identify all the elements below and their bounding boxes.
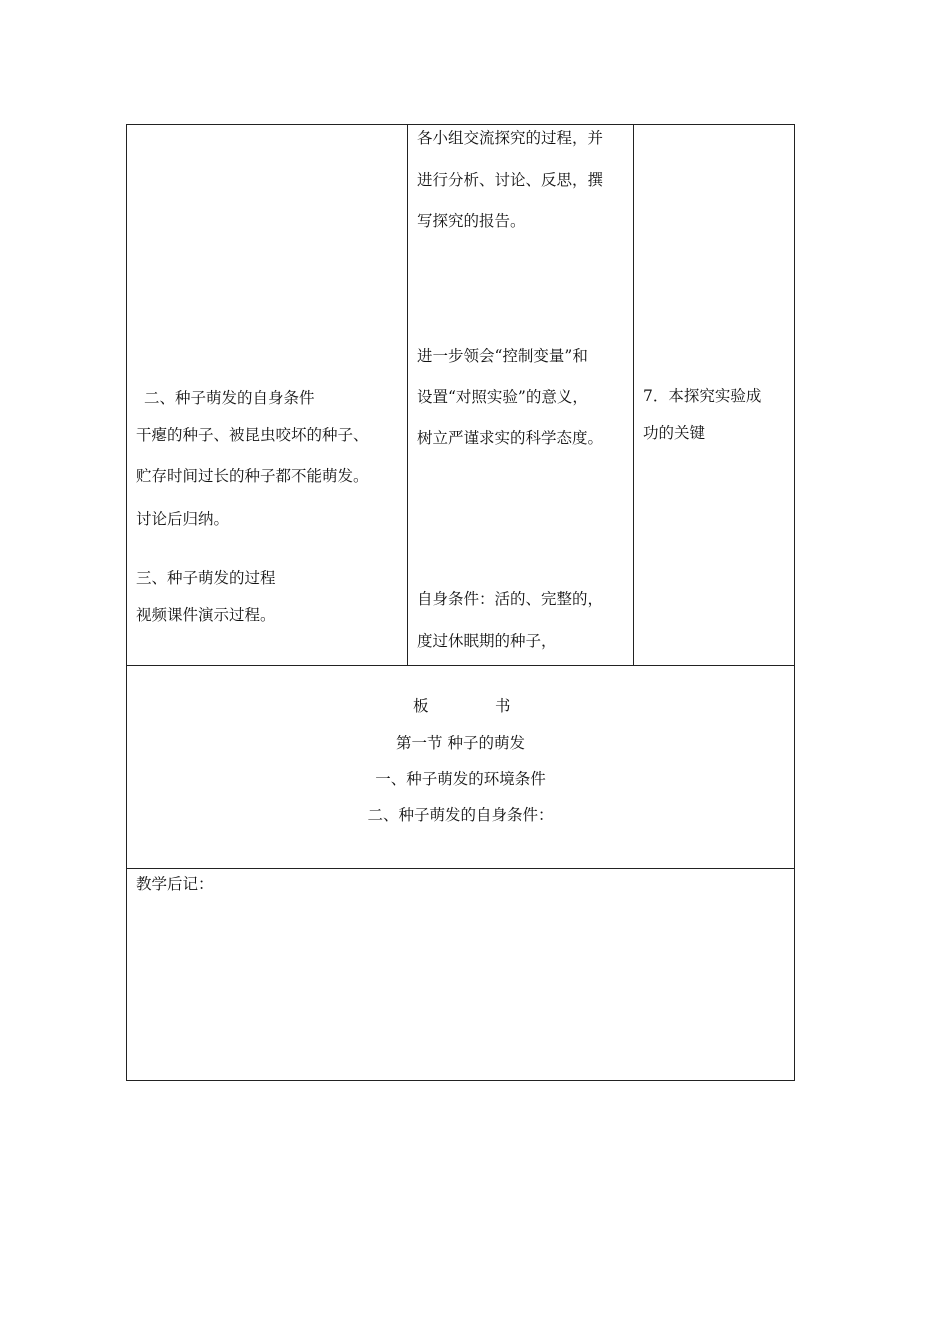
activity-p3-line1: 自身条件：活的、完整的， [417, 590, 604, 608]
lesson-plan-table [126, 124, 795, 1081]
row-divider-board [127, 665, 794, 666]
board-heading-right: 书 [495, 697, 511, 715]
board-item1: 一、种子萌发的环境条件 [375, 770, 546, 788]
activity-p1-line2: 进行分析、讨论、反思，撰 [417, 171, 604, 189]
activity-p2-line2: 设置“对照实验”的意义， [417, 388, 588, 406]
board-item2: 二、种子萌发的自身条件： [367, 806, 554, 824]
note-line1: 7．本探究实验成 [643, 387, 762, 405]
board-title: 第一节 种子的萌发 [396, 734, 525, 752]
row-divider-reflection [127, 868, 794, 869]
section2-line2: 贮存时间过长的种子都不能萌发。 [136, 467, 369, 485]
section2-line1: 干瘪的种子、被昆虫咬坏的种子、 [136, 426, 369, 444]
activity-p1-line3: 写探究的报告。 [417, 212, 526, 230]
activity-p3-line2: 度过休眠期的种子， [417, 632, 557, 650]
reflection-label: 教学后记： [136, 875, 214, 893]
column-divider-2 [633, 125, 634, 665]
section3-title: 三、种子萌发的过程 [136, 569, 276, 587]
note-line2: 功的关键 [643, 424, 706, 442]
section3-line1: 视频课件演示过程。 [136, 606, 276, 624]
activity-p1-line1: 各小组交流探究的过程，并 [417, 129, 604, 147]
activity-p2-line1: 进一步领会“控制变量”和 [417, 347, 588, 365]
activity-p2-line3: 树立严谨求实的科学态度。 [417, 429, 604, 447]
section2-line3: 讨论后归纳。 [136, 510, 230, 528]
column-divider-1 [407, 125, 408, 665]
board-heading-left: 板 [413, 697, 429, 715]
section2-title: 二、种子萌发的自身条件 [144, 389, 315, 407]
